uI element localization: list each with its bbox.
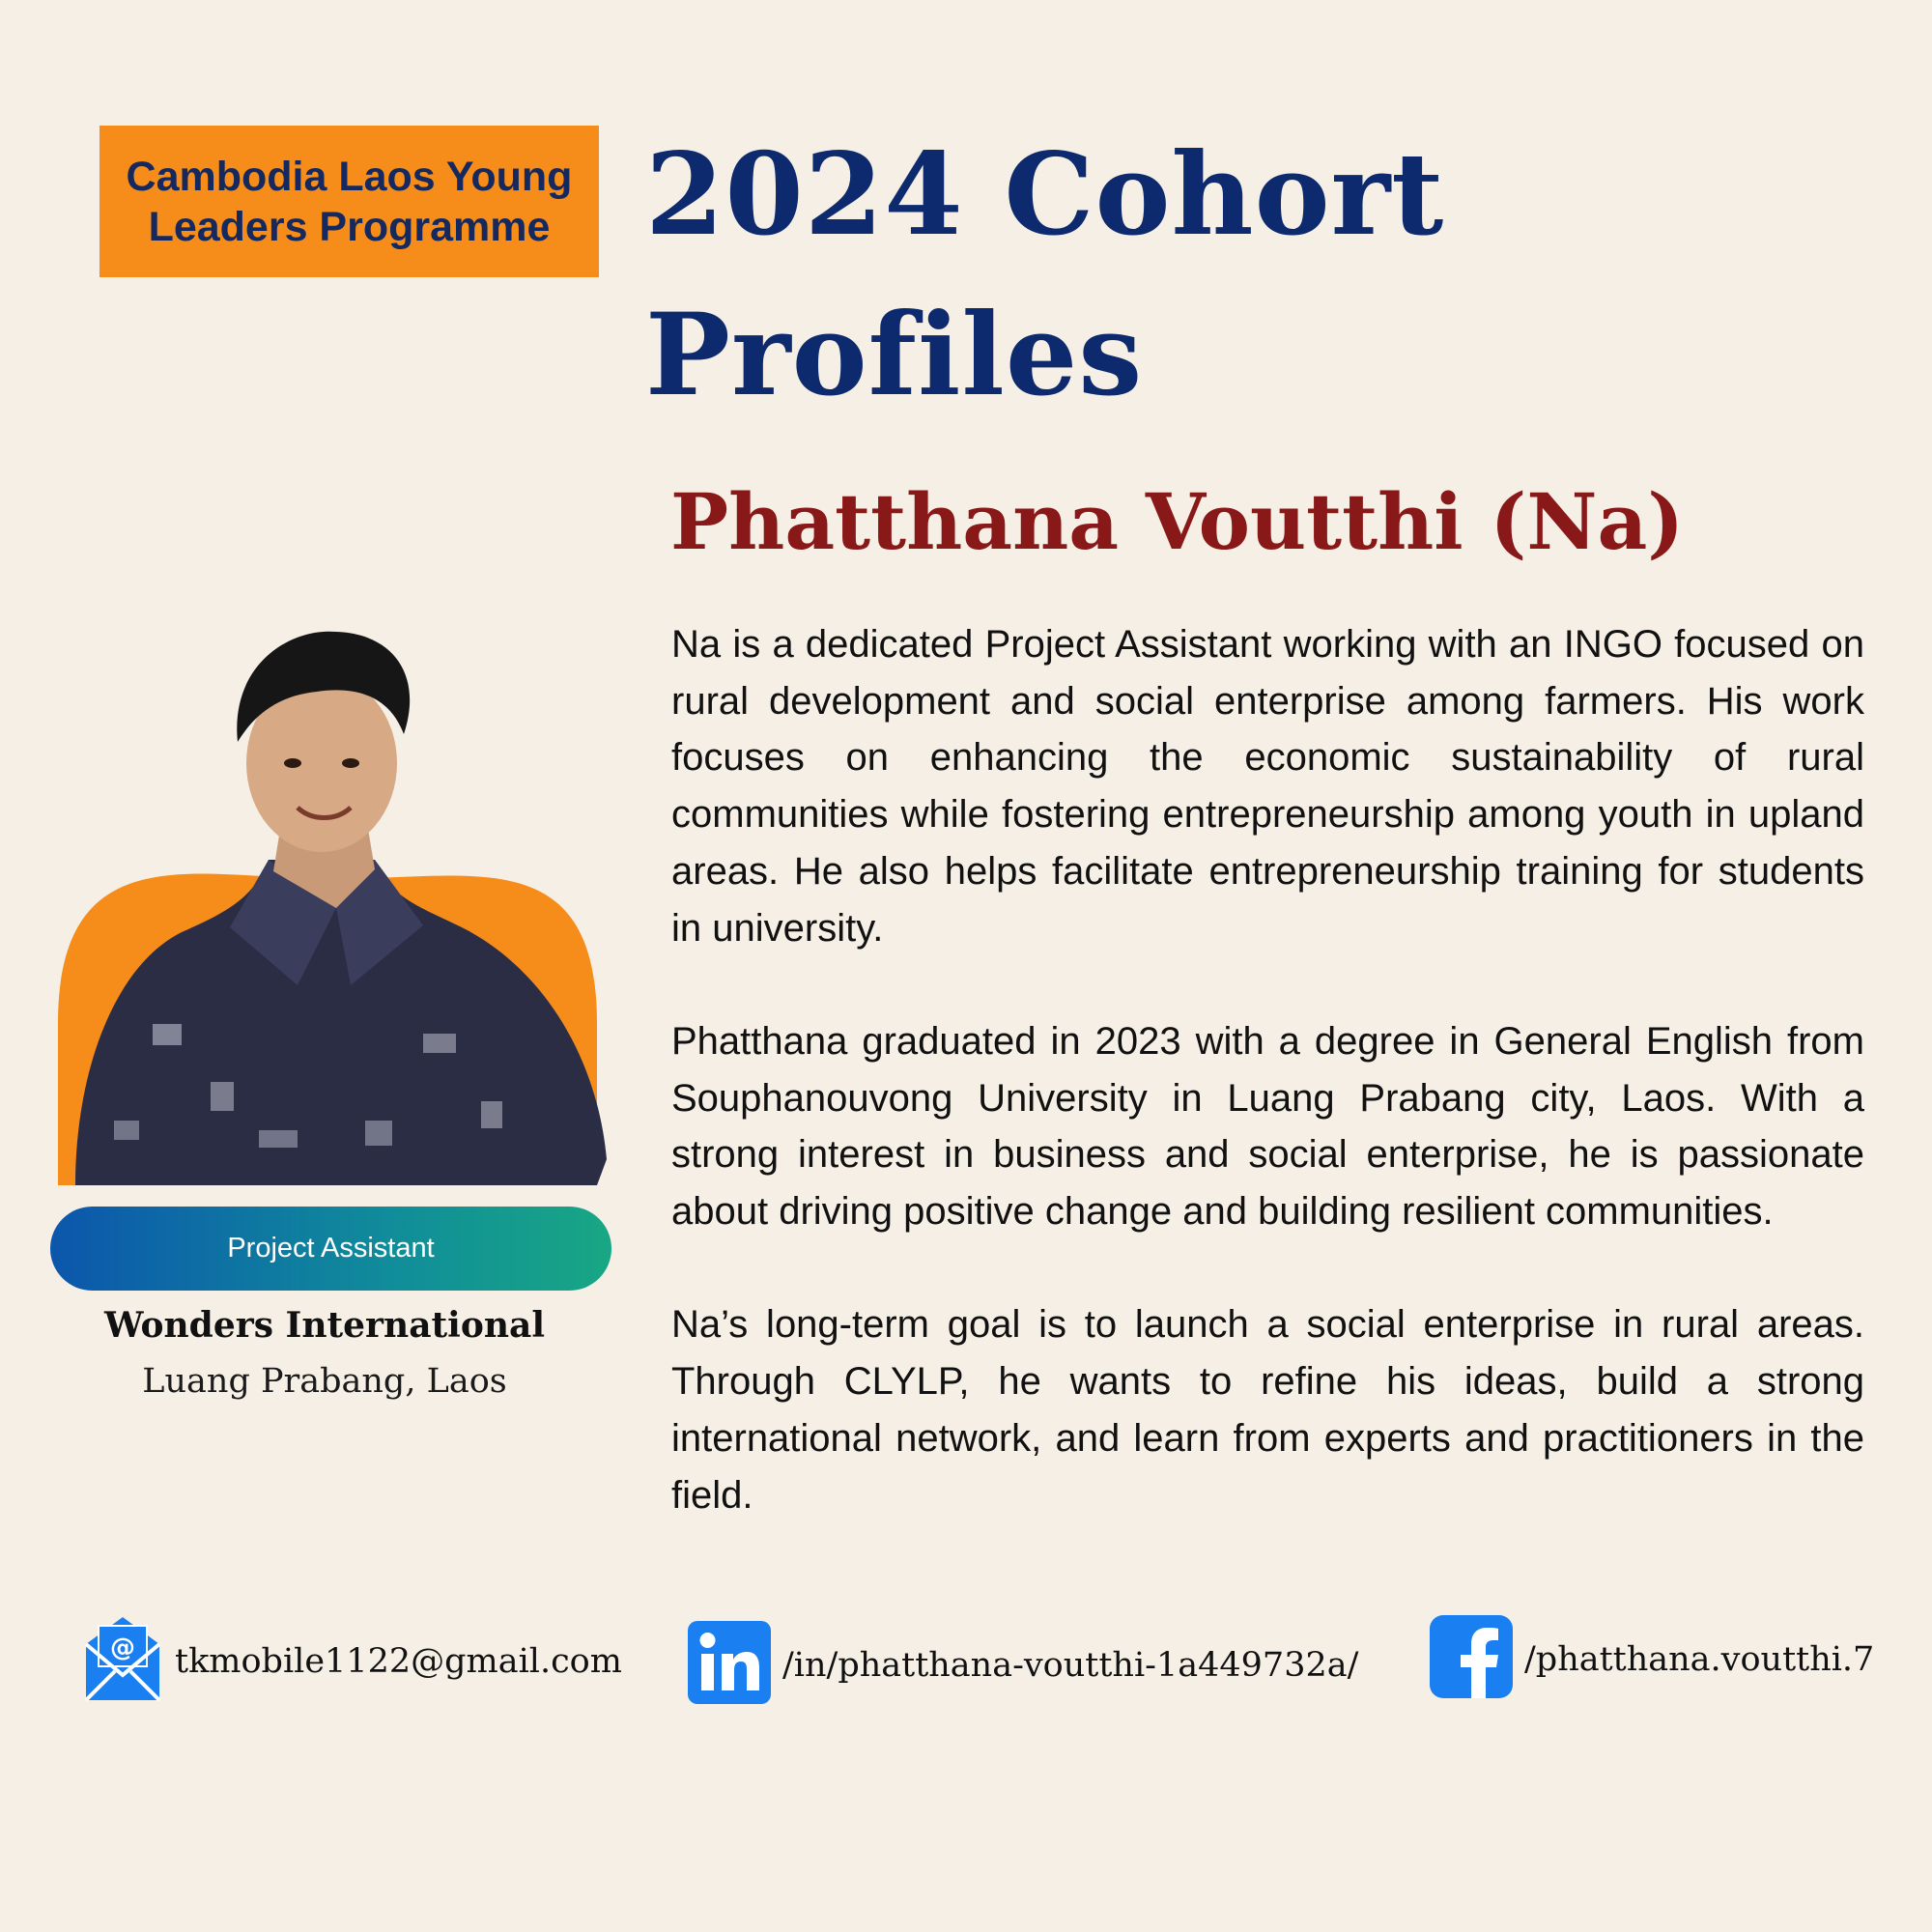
bio-paragraph-3: Na’s long-term goal is to launch a social enterprise in rural areas. Through CLYLP, he wants to refine his ideas, build a strong international network, and learn from experts and practitioners in the field. — [671, 1303, 1864, 1517]
contact-facebook[interactable] — [1430, 1615, 1874, 1703]
role-label: Project Assistant — [227, 1233, 435, 1264]
programme-name-line2: Leaders Programme — [148, 203, 551, 250]
envelope-at-icon — [82, 1615, 163, 1707]
page-title-line1: 2024 Cohort — [645, 128, 1445, 261]
location: Luang Prabang, Laos — [142, 1362, 507, 1401]
facebook-handle[interactable]: /phatthana.voutthi.7 — [1524, 1639, 1875, 1679]
page-title-line2: Profiles — [645, 288, 1144, 421]
programme-name — [127, 152, 573, 252]
person-name: Phatthana Voutthi (Na) — [670, 476, 1685, 567]
bio-paragraph-2: Phatthana graduated in 2023 with a degree in General English from Souphanouvong University in Luang Prabang city, Laos. With a strong interest in business and social enterprise, he is passionate about driving positive change and building resilient communities. — [671, 1019, 1864, 1234]
svg-text:@: @ — [110, 1634, 135, 1662]
programme-badge — [99, 126, 599, 277]
contact-linkedin[interactable] — [688, 1621, 1358, 1709]
bio-paragraph-1: Na is a dedicated Project Assistant working with an INGO focused on rural development and social enterprise among farmers. His work focuses on enhancing the economic sustainability of rural communities while fostering entrepreneurship among youth in upland areas. He also helps facilitate entrepreneurship training for students in university. — [671, 623, 1864, 950]
linkedin-icon — [688, 1621, 771, 1709]
programme-name-line1: Cambodia Laos Young — [126, 153, 573, 200]
page-title — [645, 114, 1611, 435]
email-address[interactable]: tkmobile1122@gmail.com — [175, 1641, 622, 1681]
role-badge — [50, 1207, 611, 1291]
linkedin-handle[interactable]: /in/phatthana-voutthi-1a449732a/ — [782, 1645, 1359, 1685]
biography — [671, 616, 1864, 1580]
profile-photo — [56, 618, 607, 1186]
contact-email[interactable] — [82, 1615, 622, 1707]
facebook-icon — [1430, 1615, 1513, 1703]
organisation-name: Wonders International — [103, 1305, 546, 1346]
